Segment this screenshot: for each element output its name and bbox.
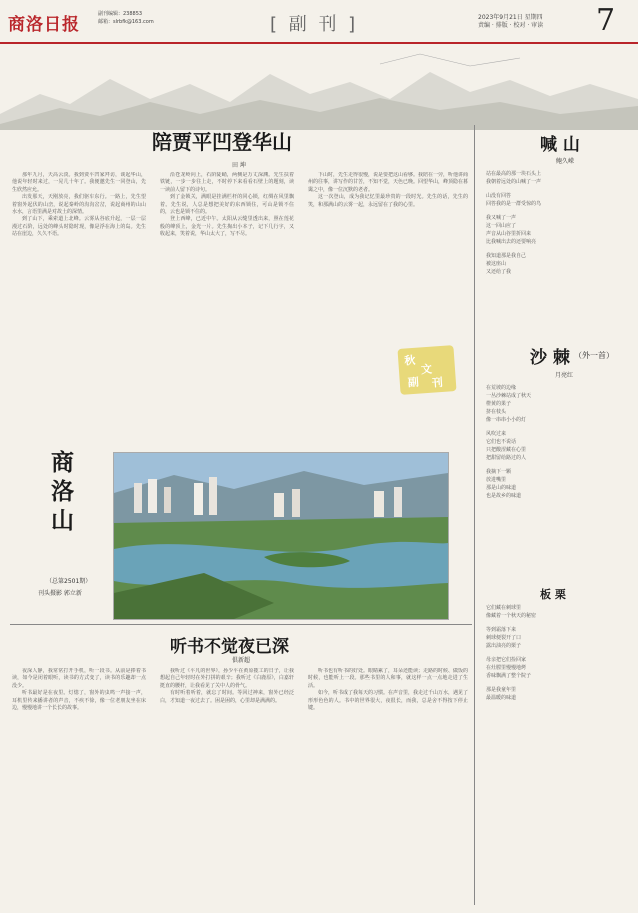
article-column-1 [12,668,146,906]
poem-line: 我知道那是我自己 [486,253,527,259]
article-author: 俱新超 [232,657,251,664]
newspaper-logo: 商洛日报 [8,15,80,35]
paragraph: 出发那天，天刚放亮，我们驱车东行。一路上，先生望着窗外起伏的山峦，说起秦岭的沟沟岔岔，说起商州的山山水水，言语里满是对故土的深情。 [12,194,146,216]
dateline [478,14,543,30]
photo-section-title: 商洛山 [47,450,74,537]
stamp-char: 文 [420,362,433,377]
poem-line: 它们也不说话 [486,439,517,445]
poem-line: 在荒坡的边缘 [486,385,517,391]
section-divider [10,624,472,625]
poem-line: 声音从山谷里折回来 [486,231,532,237]
paragraph: 这一次登山，成为我记忆里最珍贵的一段时光。先生的话，先生的笑，和那满山的云雾一起，永远留在了我的心里。 [308,194,468,208]
masthead [0,0,638,44]
poem-author: 月亮红 [555,372,574,379]
poem-line: 又还给了我 [486,269,512,275]
article-title: 听书不觉夜已深 [170,637,289,657]
paragraph: 到了金锁关，满眼是挂满栏杆的同心锁，红绸在风里飘着。先生说，人总是想把美好的东西锁住，可山是锁不住的，云也是锁不住的。 [160,194,294,216]
stamp-char: 副 [407,375,420,390]
poem-line: 它们藏在刺球里 [486,605,522,611]
poem-line: 在灶膛里慢慢地烤 [486,665,527,671]
column-divider [474,125,475,905]
paragraph: 听书最好是在夜里。灯熄了，窗外的虫鸣一声接一声，耳机里传来播讲者的声音，不疾不徐，像一位老朋友坐在床边，慢慢地讲一个长长的故事。 [12,690,146,712]
paragraph: 听书也有听书的好处。眼睛累了，耳朵还能读；走路的时候、做饭的时候，也能听上一段。那些书里的人和事，就这样一点一点地走进了生活。 [308,668,468,689]
page-number: 7 [596,3,616,38]
article-column-3 [308,668,468,906]
poem-line: 回答我的是一群受惊的鸟 [486,201,542,207]
paragraph: 有时听着听着，就忘了时间。等回过神来，窗外已经泛白，才知道一夜过去了。困是困的，心里却是满满的。 [160,690,294,704]
article-column-2 [160,668,294,906]
poem-line: 母亲把它们捡回家 [486,657,527,663]
article-column-1 [12,172,146,444]
poem-body [486,384,626,564]
paragraph: 下山时，先生走得很慢，说是要把这山看够。我陪在一旁，听他讲商州的往事，讲写作的甘苦，不知不觉，天色已晚。回望华山，峰顶隐在暮霭之中，像一位沉默的老者。 [308,172,468,193]
poem-line: 像一串串小小的灯 [486,417,527,423]
paragraph: 那年九月，天高云淡。我到贾平凹家拜访，谈起华山，他说年轻时来过，一晃几十年了。我便邀先生一同登山，先生欣然应允。 [12,172,146,193]
poem-line: 等到霜落下来 [486,627,517,633]
poem-line: 那是山的味道 [486,485,517,491]
poem-line: 最温暖的味道 [486,695,517,701]
contact-email: 邮箱：slrbfk@163.com [98,19,154,25]
paragraph: 沿苍龙岭向上，石阶陡峭，两侧是万丈深渊。先生扶着铁链，一步一步往上走，不时停下来看看石壁上的题刻，读一读前人留下的诗句。 [160,172,294,193]
poem-line: 被这座山 [486,261,507,267]
city-river-photo [113,452,449,620]
photo-illustration [114,453,448,619]
poem-line: 我又喊了一声 [486,215,517,221]
photo-credit: 刊头摄影 郭立新 [38,590,82,597]
article-column-3 [308,172,468,444]
poem-title: 喊 山 [540,135,580,155]
paragraph: 如今，听书成了我每天的习惯。在声音里，我走过千山万水，遇见了形形色色的人。书中的世界很大，夜很长，而我，总是舍不得按下停止键。 [308,690,468,712]
poem-title: 板 栗 [540,588,566,601]
poem-line: 我摘下一颗 [486,469,512,475]
poem-body [486,170,626,310]
poem-line: 香味飘满了整个院子 [486,673,532,679]
poem-line: 只把酸涩藏在心里 [486,447,527,453]
poem-line: 比我喊出去的还要响亮 [486,239,537,245]
poem-line: 露出油亮的栗子 [486,643,522,649]
paragraph: 到了山下，乘索道上北峰。云雾从谷底升起，一层一层漫过石阶，远处的峰头时隐时现，像是浮在海上的岛。先生站在崖边，久久不语。 [12,216,146,238]
article-column-2 [160,172,294,444]
paragraph: 我听过《平凡的世界》，孙少平在黄原揽工的日子，让我想起自己年轻时在外打拼的艰辛；我听过《白鹿原》，白嘉轩挺直的腰杆，让我看见了关中人的骨气。 [160,668,294,689]
staff-credits: 责编 · 排版 · 校对 · 审读 [478,22,544,29]
stamp-char: 秋 [403,353,416,368]
poem-line: 橙黄的果子 [486,401,512,407]
poem-subtitle: （外一首） [574,351,614,360]
poem-line: 像藏着一个秋天的秘密 [486,613,537,619]
poem-title: 沙 棘 [530,348,570,368]
autumn-stamp [397,345,456,395]
poem-line: 风吹过来 [486,431,507,437]
paragraph: 夜深人静，我常常打开手机，听一段书。从前是捧着书读，如今是闭着眼听，读书的方式变了，读书的乐趣却一点没少。 [12,668,146,689]
poem-line: 这一回山应了 [486,223,517,229]
contact-info [98,10,154,26]
poem-line: 把甜留给路过的人 [486,455,527,461]
issue-number: （总第2501期） [46,578,92,585]
article-author: 田 坤 [232,162,246,169]
paragraph: 登上西峰，已近中午。太阳从云缝里透出来，照在莲花般的峰顶上，金光一片。先生掏出小本子，记下几行字，又收起来，笑着说，华山太大了，写不尽。 [160,216,294,238]
poem-line: 山没有回答 [486,193,512,199]
poem-body [486,604,626,904]
poem-line: 那是我童年里 [486,687,517,693]
article-title: 陪贾平凹登华山 [152,130,292,154]
stamp-char: 刊 [431,375,444,390]
contact-phone: 副刊编辑：238853 [98,11,143,17]
mountain-banner [0,44,638,130]
poem-author: 鲍久嵘 [556,158,575,165]
poem-line: 也是故乡的味道 [486,493,522,499]
poem-line: 刺球便裂开了口 [486,635,522,641]
poem-line: 一丛沙棘站成了秋天 [486,393,532,399]
poem-line: 挤在枝头 [486,409,507,415]
poem-line: 我朝着远处的山喊了一声 [486,179,542,185]
section-title: [ 副 刊 ] [270,14,359,35]
issue-date: 2023年9月21日 星期四 [478,14,543,21]
poem-line: 站在最高的那一块石头上 [486,171,542,177]
poem-line: 放进嘴里 [486,477,507,483]
